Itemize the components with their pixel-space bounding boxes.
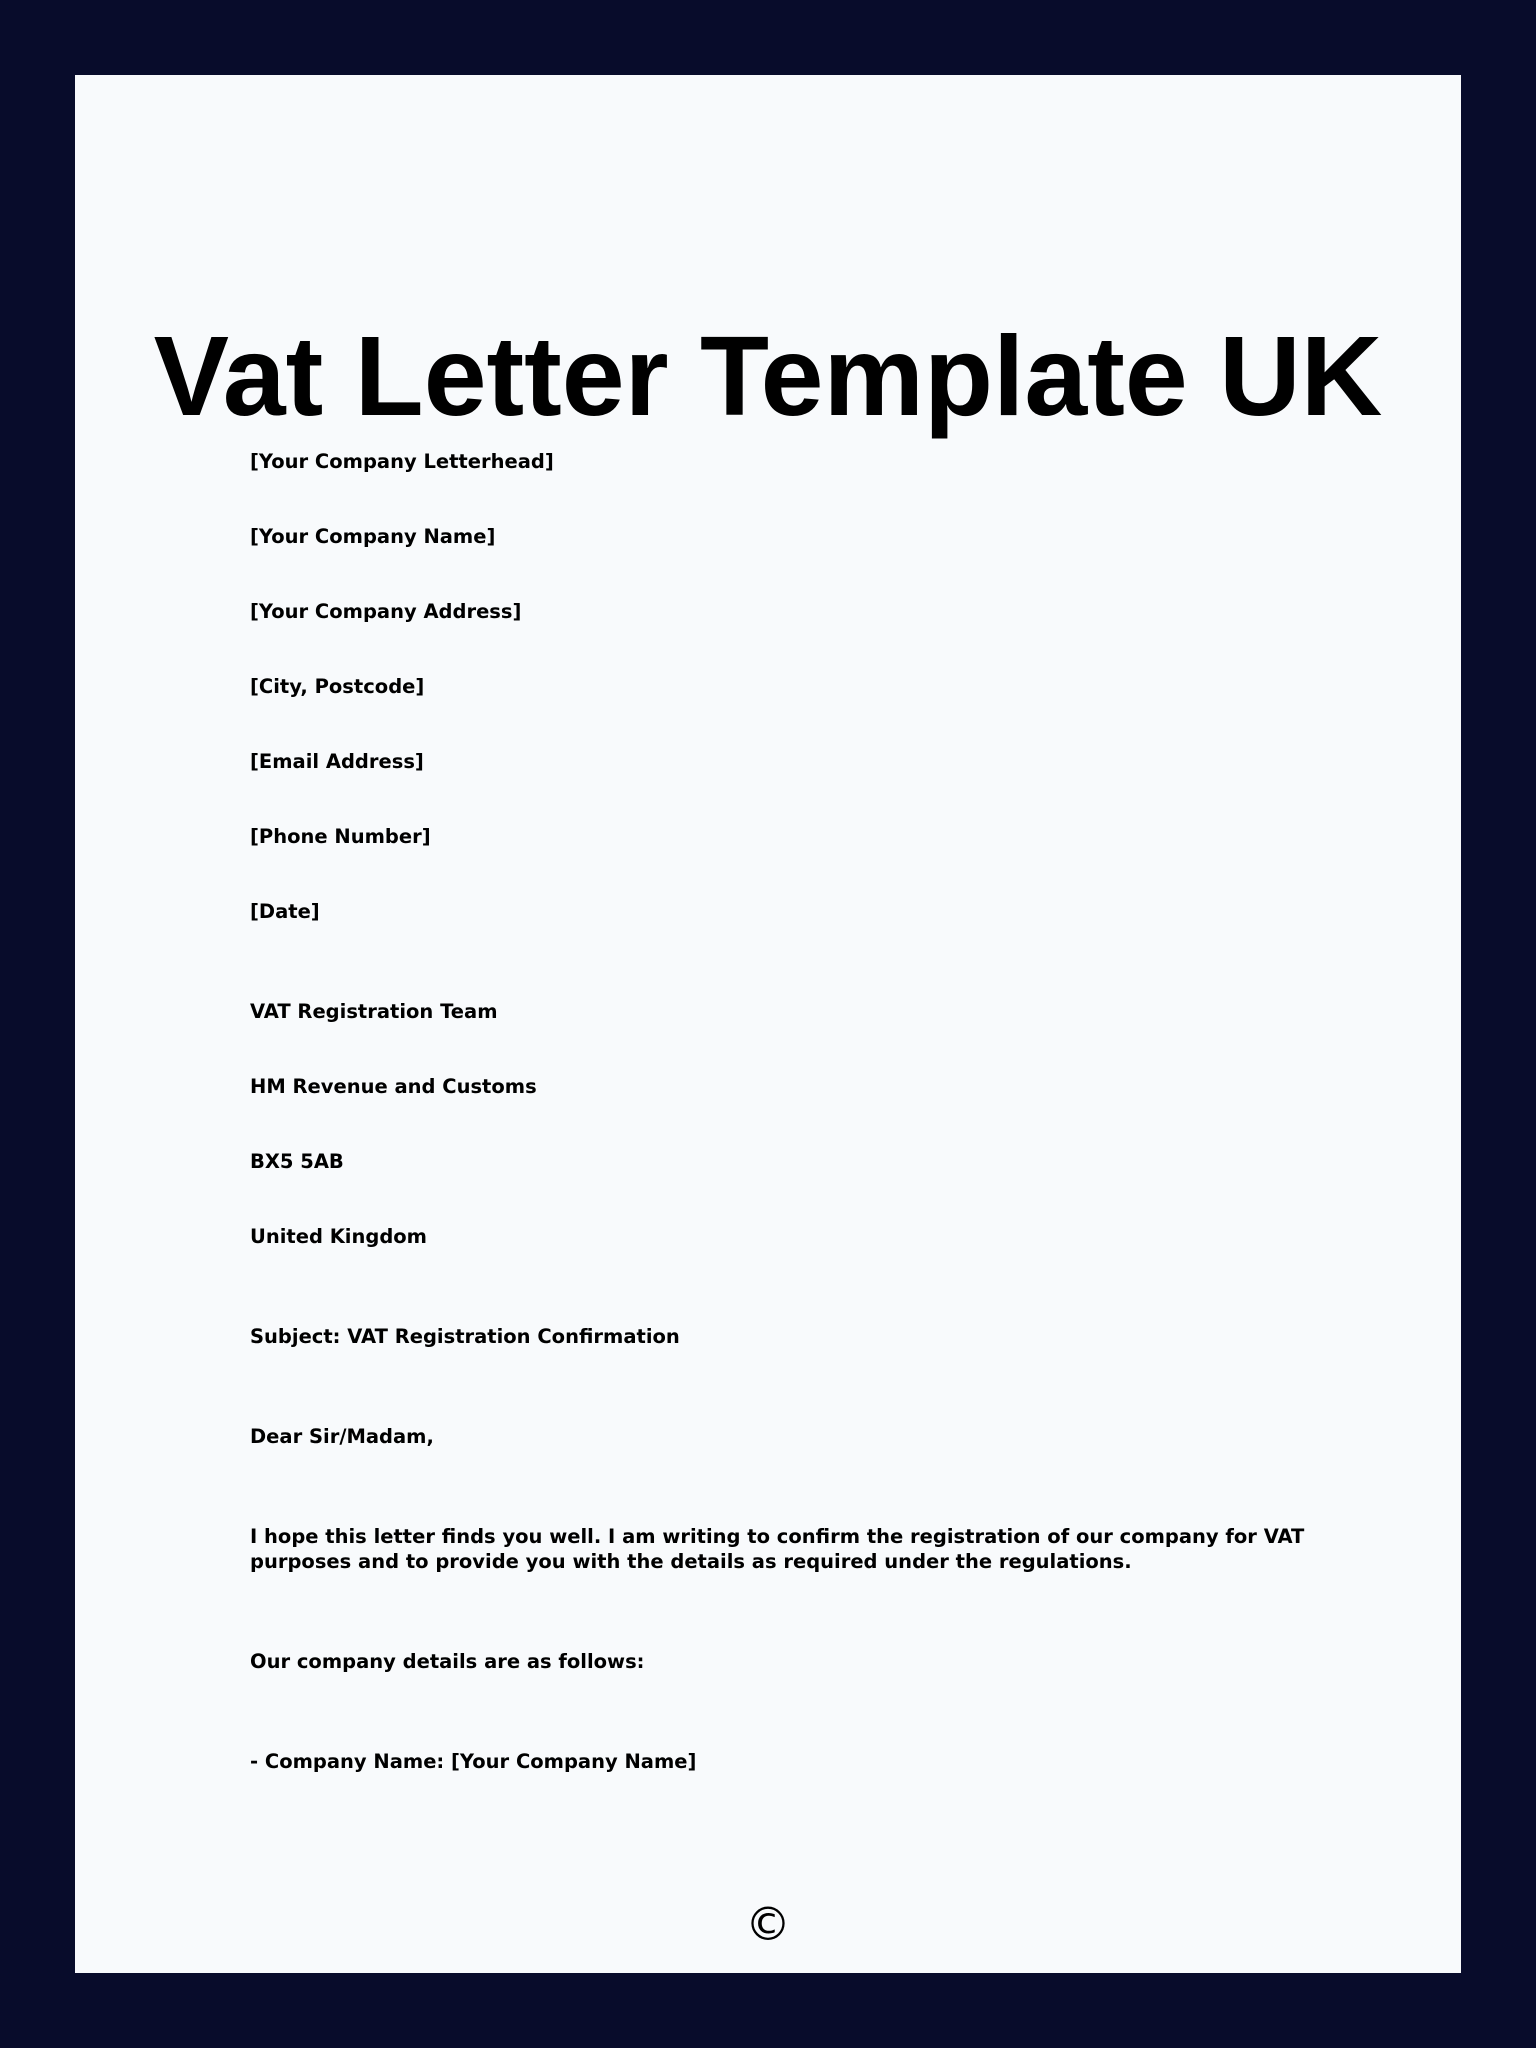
recipient-country: United Kingdom [250, 1225, 428, 1248]
letter-subject: Subject: VAT Registration Confirmation [250, 1325, 680, 1348]
recipient-team: VAT Registration Team [250, 1000, 498, 1023]
recipient-postcode: BX5 5AB [250, 1150, 344, 1173]
body-paragraph: I hope this letter finds you well. I am writing to confirm the registration of our company for VAT purposes and to provide you with the details as required under the regulations. [250, 1525, 1305, 1573]
details-intro: Our company details are as follows: [250, 1650, 645, 1673]
sender-company-name: [Your Company Name] [250, 525, 496, 548]
sender-phone: [Phone Number] [250, 825, 431, 848]
letter-page [75, 75, 1461, 1973]
letter-date: [Date] [250, 900, 320, 923]
details-company-name: - Company Name: [Your Company Name] [250, 1750, 697, 1773]
letter-salutation: Dear Sir/Madam, [250, 1425, 434, 1448]
recipient-organization: HM Revenue and Customs [250, 1075, 537, 1098]
sender-city-postcode: [City, Postcode] [250, 675, 425, 698]
sender-email: [Email Address] [250, 750, 424, 773]
sender-company-address: [Your Company Address] [250, 600, 522, 623]
sender-letterhead: [Your Company Letterhead] [250, 450, 554, 473]
page-title: Vat Letter Template UK [153, 313, 1383, 439]
copyright-icon: © [745, 1897, 791, 1951]
